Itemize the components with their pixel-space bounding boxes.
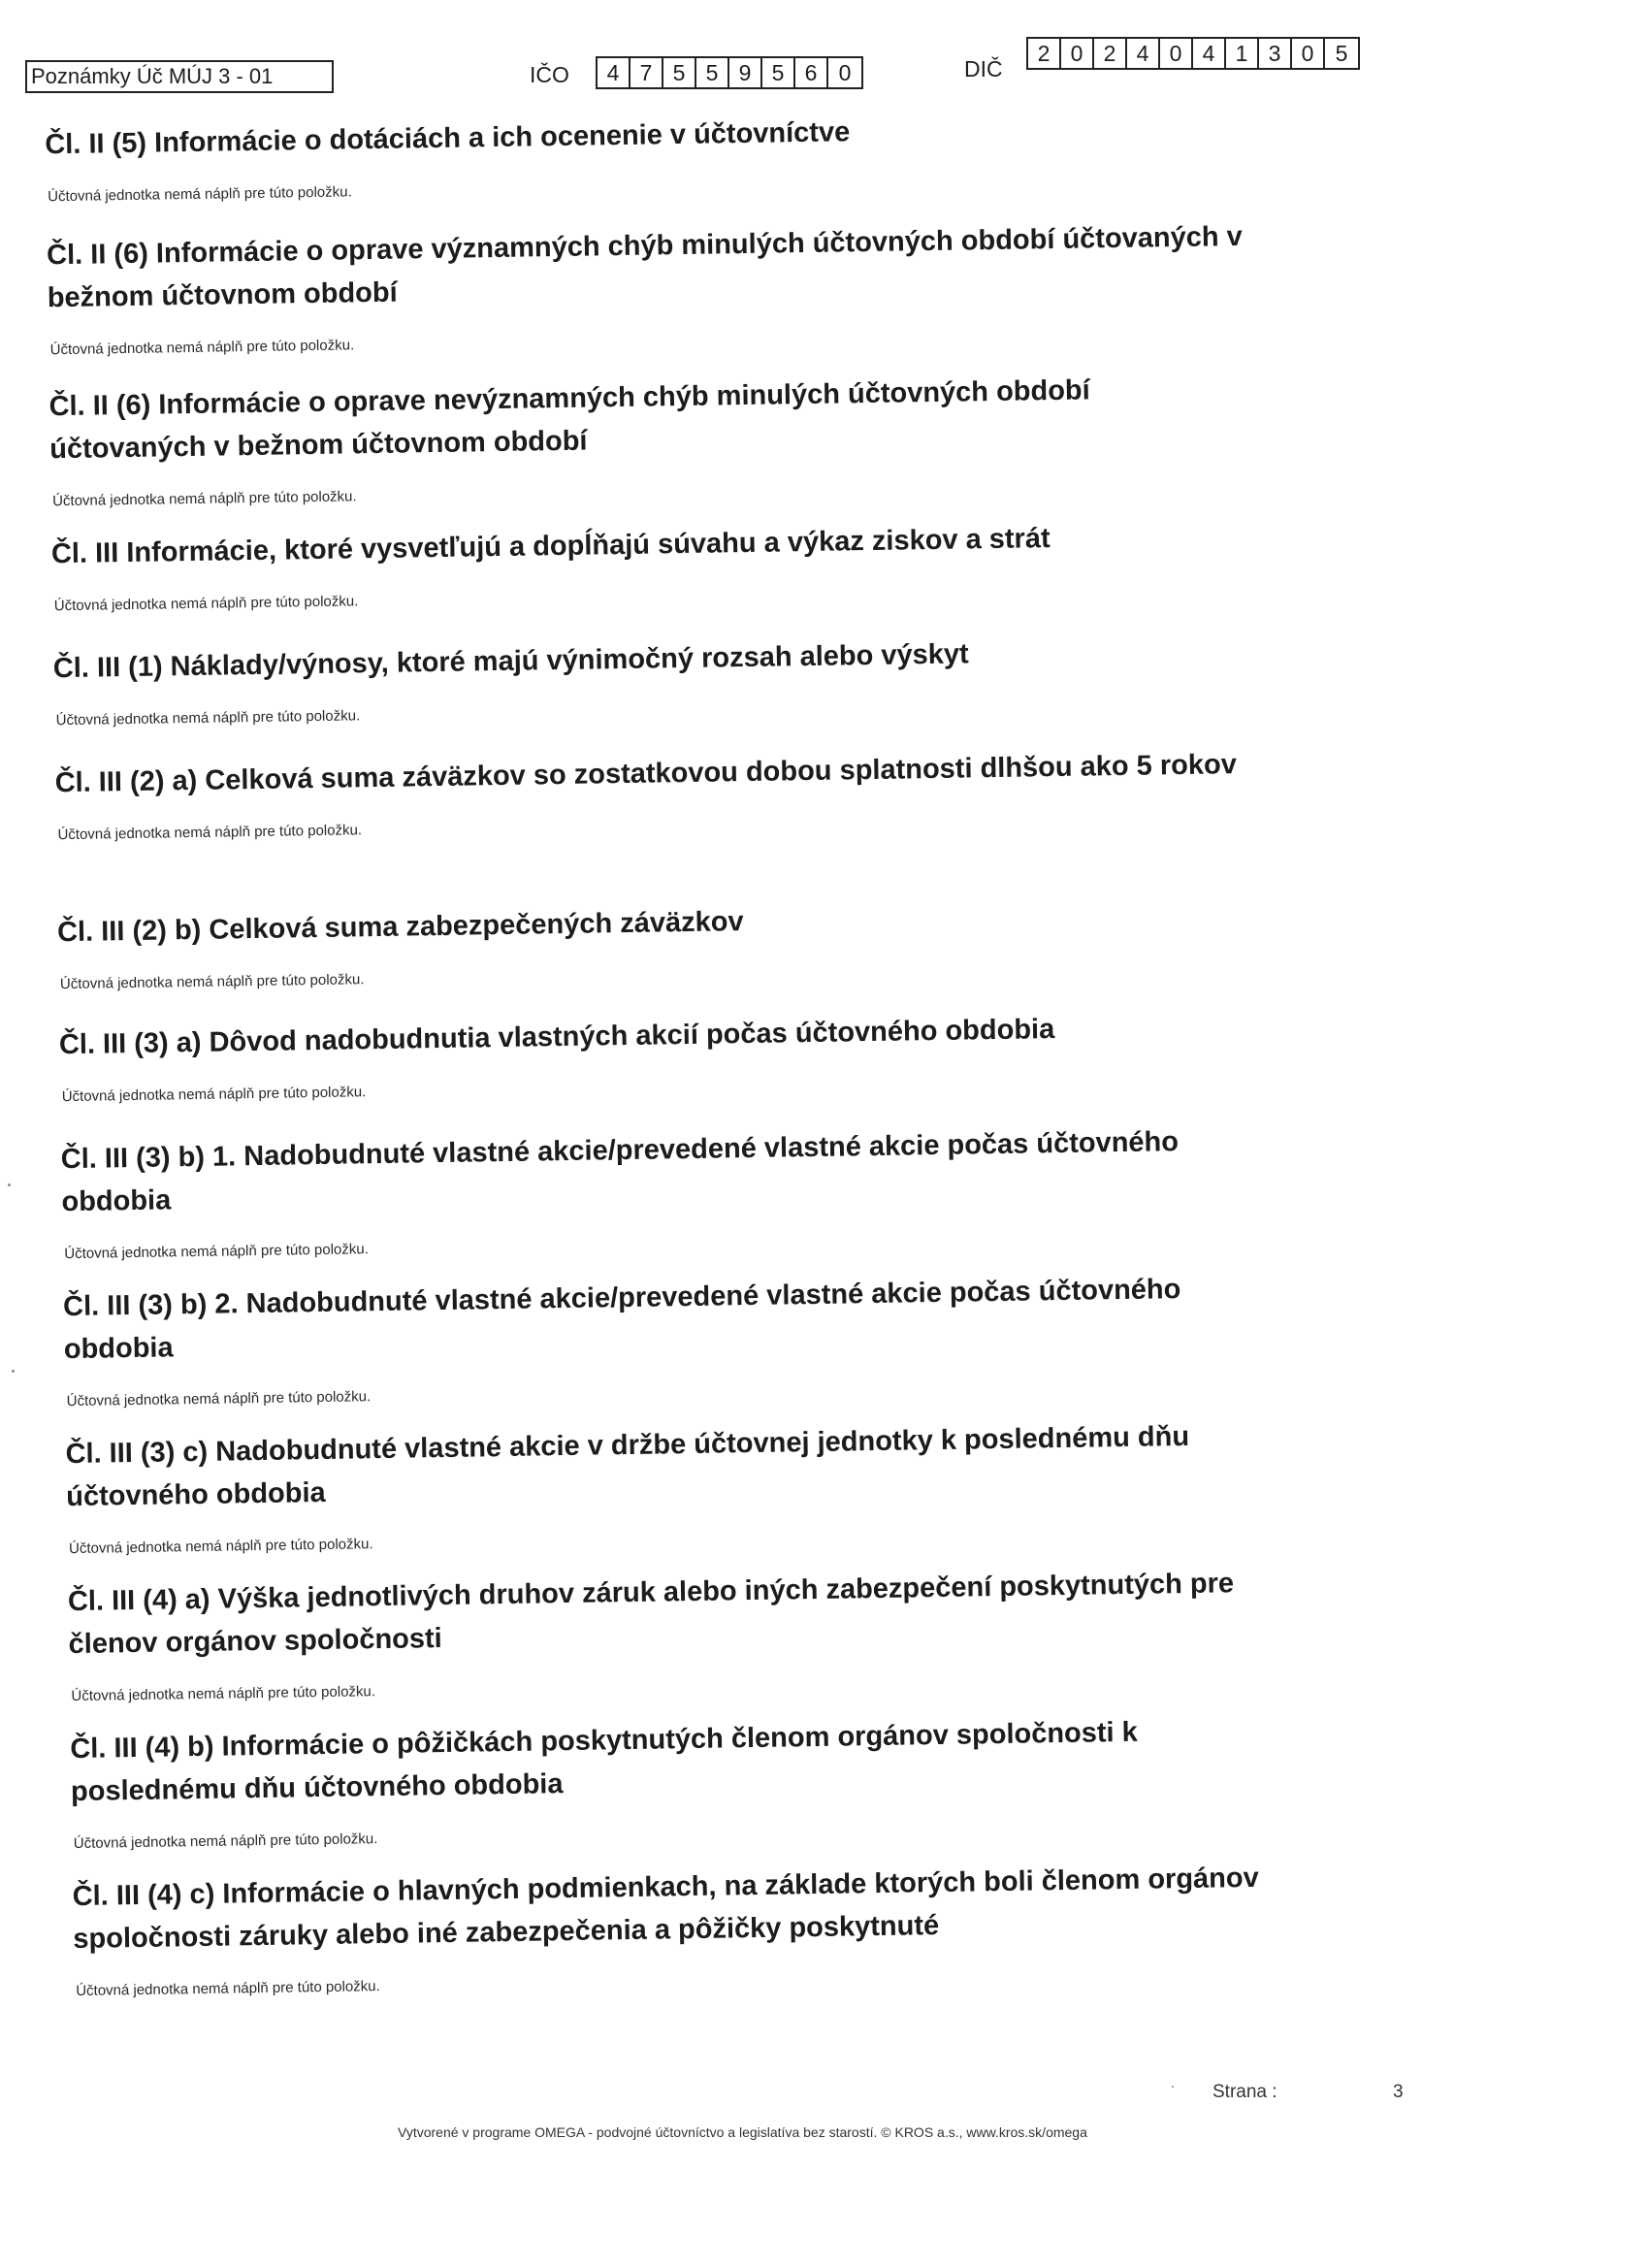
software-footer: Vytvorené v programe OMEGA - podvojné účtovníctvo a legislatíva bez starostí. © KROS a.s., www.kros.sk/omega [398,2124,1087,2140]
section-cl3-2a [54,743,1258,845]
dic-digit: 0 [1292,39,1325,68]
section-cl3-3a [59,1005,1263,1107]
section-note: Účtovná jednotka nemá náplň pre túto položku. [53,593,359,615]
ico-digit: 0 [838,60,852,85]
section-note: Účtovná jednotka nemá náplň pre túto položku. [57,822,363,844]
section-heading: Čl. III (2) a) Celková suma záväzkov so zostatkovou dobou splatnosti dlhšou ako 5 rokov [54,749,1238,799]
section-cl3-3c [65,1414,1270,1559]
ico-digit: 5 [762,58,795,87]
ico-digit: 9 [729,58,762,87]
section-note: Účtovná jednotka nemá náplň pre túto položku. [68,1536,373,1558]
dic-digit: 5 [1335,41,1348,66]
section-cl2-6-significant [47,215,1251,360]
section-cl3-4a [68,1562,1273,1706]
dic-digit: 2 [1028,39,1061,68]
section-heading: Čl. III (4) c) Informácie o hlavných podmienkach, na základe ktorých boli členom orgánov spoločnosti záruky alebo iné zabezpečenia a pôžičky poskytnuté [72,1862,1259,1956]
ico-digit: 4 [598,58,630,87]
section-cl3-4b [70,1709,1275,1854]
section-note: Účtovná jednotka nemá náplň pre túto položku. [76,1978,380,2000]
section-heading: Čl. II (6) Informácie o oprave nevýznamných chýb minulých účtovných období účtovaných v bežnom účtovnom období [48,374,1090,466]
form-code-label: Poznámky Úč MÚJ 3 - 01 [31,64,274,88]
dic-label: DIČ [964,56,1003,81]
page-label: Strana : [1212,2082,1277,2102]
section-heading: Čl. II (6) Informácie o oprave významných chýb minulých účtovných období účtovaných v bežnom účtovnom období [46,220,1244,314]
section-cl3-3b-1 [60,1119,1265,1264]
section-cl3-1 [52,629,1256,730]
section-note: Účtovná jednotka nemá náplň pre túto položku. [71,1683,376,1705]
section-note: Účtovná jednotka nemá náplň pre túto položku. [59,971,365,993]
dic-digit: 0 [1061,39,1094,68]
dic-digit: 4 [1127,39,1160,68]
section-heading: Čl. II (5) Informácie o dotáciách a ich ocenenie v účtovníctve [45,116,851,161]
ico-digit: 6 [795,58,828,87]
scan-speck [12,1370,15,1373]
section-cl3-2b [57,892,1261,994]
scan-speck [8,1183,11,1186]
section-note: Účtovná jednotka nemá náplň pre túto položku. [73,1831,378,1853]
dic-digit: 3 [1259,39,1292,68]
section-note: Účtovná jednotka nemá náplň pre túto položku. [55,707,361,729]
section-cl2-5 [45,105,1248,207]
section-heading: Čl. III (3) b) 2. Nadobudnuté vlastné akcie/prevedené vlastné akcie počas účtovného obdobia [62,1274,1181,1366]
dic-digit: 1 [1226,39,1259,68]
section-heading: Čl. III (4) a) Výška jednotlivých druhov záruk alebo iných zabezpečení poskytnutých pre členov orgánov spoločnosti [67,1568,1235,1661]
page-number: 3 [1393,2082,1404,2102]
section-heading: Čl. III (4) b) Informácie o pôžičkách poskytnutých členom orgánov spoločnosti k poslednému dňu účtovného obdobia [70,1716,1139,1808]
section-note: Účtovná jednotka nemá náplň pre túto položku. [48,183,352,206]
dic-digit: 2 [1094,39,1127,68]
dic-digit: 0 [1160,39,1193,68]
section-cl3 [51,514,1255,616]
section-note: Účtovná jednotka nemá náplň pre túto položku. [49,337,355,359]
section-heading: Čl. III (1) Náklady/výnosy, ktoré majú výnimočný rozsah alebo výskyt [52,638,969,685]
section-heading: Čl. III (2) b) Celková suma zabezpečených záväzkov [56,906,744,949]
ico-digit: 7 [630,58,663,87]
scan-speck [1172,2086,1174,2088]
section-note: Účtovná jednotka nemá náplň pre túto položku. [66,1388,372,1410]
ico-digit: 5 [663,58,696,87]
section-cl3-4c [72,1857,1277,2001]
section-heading: Čl. III Informácie, ktoré vysvetľujú a dopĺňajú súvahu a výkaz ziskov a strát [50,523,1051,570]
section-heading: Čl. III (3) c) Nadobudnuté vlastné akcie v držbe účtovnej jednotky k poslednému dňu účtovného obdobia [65,1420,1190,1513]
section-note: Účtovná jednotka nemá náplň pre túto položku. [64,1241,369,1263]
ico-digit: 5 [696,58,729,87]
section-cl3-3b-2 [63,1267,1268,1411]
section-note: Účtovná jednotka nemá náplň pre túto položku. [51,488,357,510]
dic-digit: 4 [1193,39,1226,68]
section-heading: Čl. III (3) a) Dôvod nadobudnutia vlastných akcií počas účtovného obdobia [58,1014,1055,1061]
section-heading: Čl. III (3) b) 1. Nadobudnuté vlastné akcie/prevedené vlastné akcie počas účtovného obdobia [60,1126,1180,1218]
ico-label: IČO [530,62,569,87]
section-cl2-6-insignificant [48,367,1253,511]
section-note: Účtovná jednotka nemá náplň pre túto položku. [61,1084,367,1106]
